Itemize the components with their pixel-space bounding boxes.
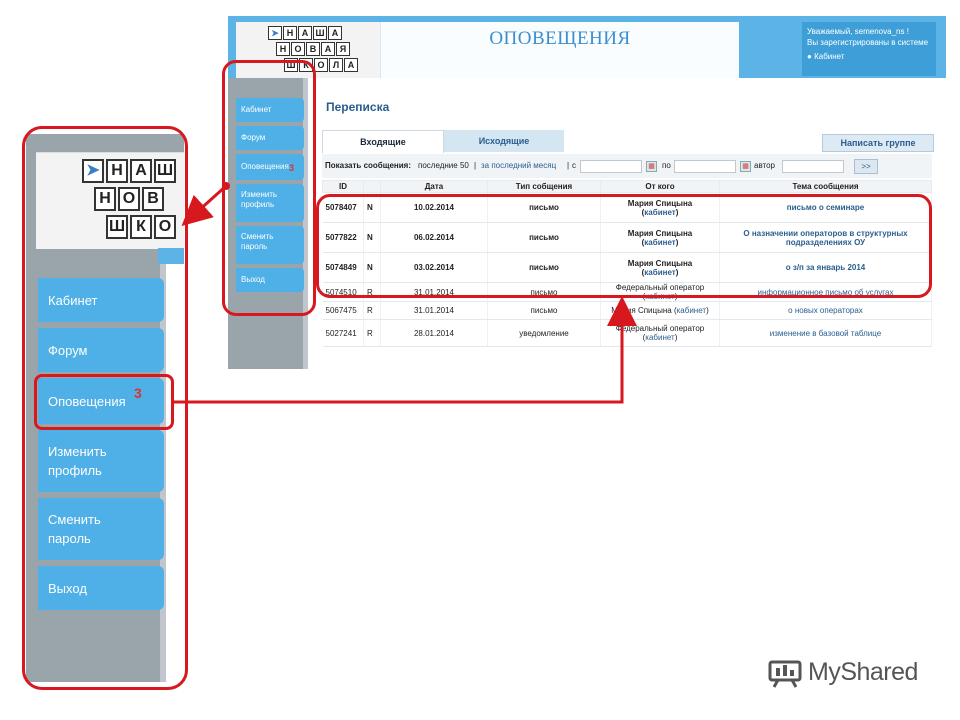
sender-name: Федеральный оператор <box>615 283 705 292</box>
cell-from: Мария Спицына (кабинет) <box>601 302 720 320</box>
cell-flag: R <box>364 283 381 302</box>
cell-from: Мария Спицына (кабинет) <box>601 193 720 223</box>
cell-id: 5074849 <box>323 253 364 283</box>
message-subject-link[interactable]: информационное письмо об услугах <box>757 287 894 297</box>
cell-id: 5074510 <box>323 283 364 302</box>
col-date[interactable]: Дата <box>381 181 488 193</box>
date-from-label: с <box>572 161 576 170</box>
cell-from: Мария Спицына (кабинет) <box>601 223 720 253</box>
sender-cabinet-link[interactable]: кабинет <box>644 267 676 277</box>
cell-date: 31.01.2014 <box>381 302 488 320</box>
logo-tile: Н <box>94 187 116 211</box>
sidebar-item-label: Оповещения <box>48 393 126 409</box>
cell-id: 5067475 <box>323 302 364 320</box>
cabinet-link[interactable]: Кабинет <box>814 52 845 61</box>
message-subject-link[interactable]: о з/п за январь 2014 <box>785 263 866 272</box>
logo-tile: Л <box>329 58 343 72</box>
sender-cabinet-link[interactable]: кабинет <box>645 292 675 301</box>
tab-outgoing[interactable]: Исходящие <box>444 130 564 152</box>
logo-tile: В <box>142 187 164 211</box>
logo-tile: О <box>118 187 140 211</box>
write-group-button[interactable]: Написать группе <box>822 134 934 152</box>
col-from[interactable]: От кого <box>601 181 720 193</box>
cell-id: 5077822 <box>323 223 364 253</box>
message-subject-link[interactable]: изменение в базовой таблице <box>769 328 882 338</box>
sender-cabinet-link[interactable]: кабинет <box>644 207 676 217</box>
filter-separator: | <box>567 161 570 170</box>
sender-name: Мария Спицына <box>627 258 693 268</box>
cell-type: письмо <box>488 253 601 283</box>
logo-tile: А <box>344 58 358 72</box>
cell-type: письмо <box>488 223 601 253</box>
cell-from: Федеральный оператор (кабинет) <box>601 283 720 302</box>
cell-flag: R <box>364 320 381 347</box>
cell-date: 31.01.2014 <box>381 283 488 302</box>
cell-flag: N <box>364 223 381 253</box>
sidebar-item-label: Выход <box>241 275 265 284</box>
cell-id: 5078407 <box>323 193 364 223</box>
logo-tile: Н <box>283 26 297 40</box>
bullet-icon: ● <box>807 52 812 61</box>
filter-last-month-link[interactable]: за последний месяц <box>481 161 557 170</box>
logo-tile: К <box>130 215 152 239</box>
logo-tile: Ш <box>154 159 176 183</box>
notification-badge: 3 <box>134 385 142 401</box>
sender-name: Мария Спицына <box>627 228 693 238</box>
filter-separator: | <box>474 161 477 170</box>
sidebar-item-label: Изменить профиль <box>48 444 107 478</box>
col-subject[interactable]: Тема сообщения <box>720 181 932 193</box>
logo-tile: Ш <box>106 215 128 239</box>
logo-tile: А <box>298 26 312 40</box>
logo-tile: В <box>306 42 320 56</box>
presentation-board-icon <box>768 658 802 688</box>
logo-tile: А <box>321 42 335 56</box>
sidebar-item-label: Сменить пароль <box>48 512 101 546</box>
tab-incoming[interactable]: Входящие <box>322 130 444 153</box>
logo-tile: Я <box>336 42 350 56</box>
notifications-arrow <box>174 302 622 402</box>
notification-badge: 3 <box>288 163 294 173</box>
logo-tile: А <box>130 159 152 183</box>
myshared-watermark <box>768 656 938 692</box>
logo-tile: А <box>328 26 342 40</box>
sender-name: Мария Спицына <box>627 198 693 208</box>
sidebar-item-label: Изменить профиль <box>241 190 278 209</box>
logo-tile: Ш <box>313 26 327 40</box>
cell-date: 10.02.2014 <box>381 193 488 223</box>
sidebar-item-label: Кабинет <box>241 105 272 114</box>
cursor-icon: ➤ <box>82 159 104 183</box>
col-type[interactable]: Тип собщения <box>488 181 601 193</box>
logo-tile: О <box>154 215 176 239</box>
message-subject-link[interactable]: о новых операторах <box>788 306 863 315</box>
logo-tile: Н <box>106 159 128 183</box>
sender-name: Федеральный оператор <box>615 324 705 333</box>
cell-date: 28.01.2014 <box>381 320 488 347</box>
date-to-label: по <box>662 161 671 170</box>
logo-tile: К <box>299 58 313 72</box>
sidebar-item-label: Кабинет <box>48 292 98 308</box>
cursor-icon: ➤ <box>268 26 282 40</box>
cell-type: письмо <box>488 302 601 320</box>
sidebar-item-label: Выход <box>48 580 87 596</box>
logo-tile: О <box>291 42 305 56</box>
filter-label: Показать сообщения: <box>325 161 412 170</box>
cell-from: Федеральный оператор (кабинет) <box>601 320 720 347</box>
sidebar-item-label: Форум <box>241 133 266 142</box>
message-subject-link[interactable]: письмо о семинаре <box>786 203 865 212</box>
cell-type: уведомление <box>488 320 601 347</box>
cell-type: письмо <box>488 283 601 302</box>
sidebar-item-label: Оповещения <box>241 162 289 171</box>
section-heading: Переписка <box>326 100 390 114</box>
watermark-text: MyShared <box>808 658 918 686</box>
sidebar-item-label: Сменить пароль <box>241 232 274 251</box>
sender-cabinet-link[interactable]: кабинет <box>645 333 675 342</box>
sender-cabinet-link[interactable]: кабинет <box>676 306 707 315</box>
sender-name: Мария Спицына <box>611 306 672 315</box>
message-subject-link[interactable]: О назначении операторов в структурных подразделениях ОУ <box>743 228 908 247</box>
cell-type: письмо <box>488 193 601 223</box>
filter-last50[interactable]: последние 50 <box>418 161 469 170</box>
cell-flag: N <box>364 253 381 283</box>
sender-cabinet-link[interactable]: кабинет <box>644 237 676 247</box>
cell-id: 5027241 <box>323 320 364 347</box>
calendar-icon[interactable]: ▦ <box>646 161 657 172</box>
cell-date: 06.02.2014 <box>381 223 488 253</box>
cell-date: 03.02.2014 <box>381 253 488 283</box>
cell-flag: R <box>364 302 381 320</box>
logo-tile: О <box>314 58 328 72</box>
apply-filter-button[interactable]: >> <box>854 159 878 174</box>
user-greeting: Уважаемый, semenova_ns ! <box>807 27 909 36</box>
cell-from: Мария Спицына (кабинет) <box>601 253 720 283</box>
page-title: ОПОВЕЩЕНИЯ <box>489 28 631 49</box>
logo-tile: Н <box>276 42 290 56</box>
sidebar-item-label: Форум <box>48 342 88 358</box>
user-status: Вы зарегистрированы в системе <box>807 38 929 47</box>
cell-flag: N <box>364 193 381 223</box>
author-label: автор <box>754 161 775 170</box>
zoom-arrow <box>186 182 230 222</box>
calendar-icon[interactable]: ▦ <box>740 161 751 172</box>
col-id[interactable]: ID <box>323 181 364 193</box>
logo-tile: Ш <box>284 58 298 72</box>
